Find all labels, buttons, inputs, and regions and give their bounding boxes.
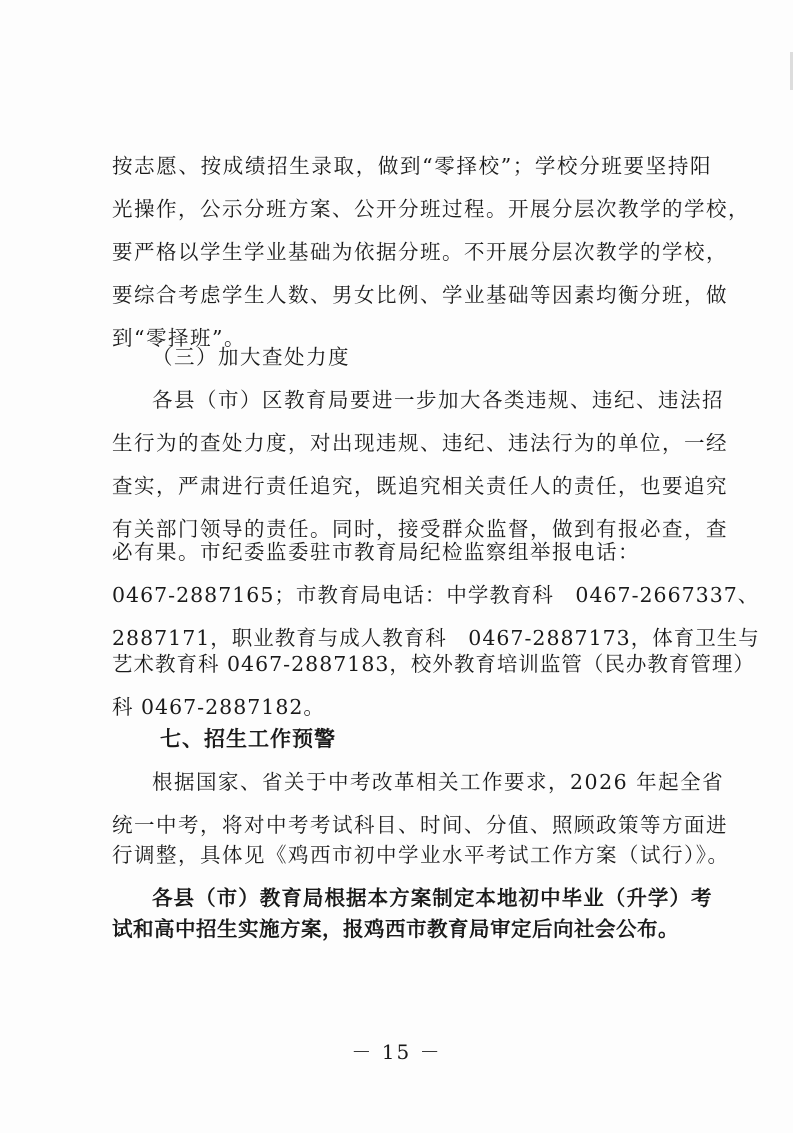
body-line: 统一中考，将对中考考试科目、时间、分值、照顾政策等方面进 [112, 813, 728, 837]
section-heading: （三）加大查处力度 [152, 345, 350, 369]
body-line: 生行为的查处力度，对出现违规、违纪、违法行为的单位，一经 [112, 431, 728, 455]
body-line: 2887171，职业教育与成人教育科 0467-2887173，体育卫生与 [112, 626, 760, 650]
body-line: 要严格以学生学业基础为依据分班。不开展分层次教学的学校， [112, 240, 728, 264]
section-heading: 七、招生工作预警 [160, 727, 336, 751]
body-line: 必有果。市纪委监委驻市教育局纪检监察组举报电话： [112, 540, 640, 564]
page-number: － 15 － [351, 1040, 442, 1064]
body-line: 行调整，具体见《鸡西市初中学业水平考试工作方案（试行）》。 [112, 843, 730, 867]
body-line: 到“零择班”。 [112, 326, 246, 350]
body-line: 艺术教育科 0467-2887183，校外教育培训监管（民办教育管理） [112, 652, 755, 676]
body-line: 有关部门领导的责任。同时，接受群众监督，做到有报必查，查 [112, 517, 728, 541]
body-line: 0467-2887165；市教育局电话：中学教育科 0467-2667337、 [112, 583, 760, 607]
body-line: 查实，严肃进行责任追究，既追究相关责任人的责任，也要追究 [112, 474, 728, 498]
bold-body-line: 试和高中招生实施方案，报鸡西市教育局审定后向社会公布。 [112, 917, 679, 941]
body-line: 要综合考虑学生人数、男女比例、学业基础等因素均衡分班，做 [112, 283, 728, 307]
body-line: 各县（市）区教育局要进一步加大各类违规、违纪、违法招 [152, 388, 724, 412]
body-line: 按志愿、按成绩招生录取，做到“零择校”；学校分班要坚持阳 [112, 154, 712, 178]
body-line: 根据国家、省关于中考改革相关工作要求，2026 年起全省 [152, 770, 725, 794]
body-line: 光操作，公示分班方案、公开分班过程。开展分层次教学的学校， [112, 197, 750, 221]
body-line: 科 0467-2887182。 [112, 695, 325, 719]
scan-edge-mark [776, 52, 793, 90]
bold-body-line: 各县（市）教育局根据本方案制定本地初中毕业（升学）考 [152, 886, 712, 910]
